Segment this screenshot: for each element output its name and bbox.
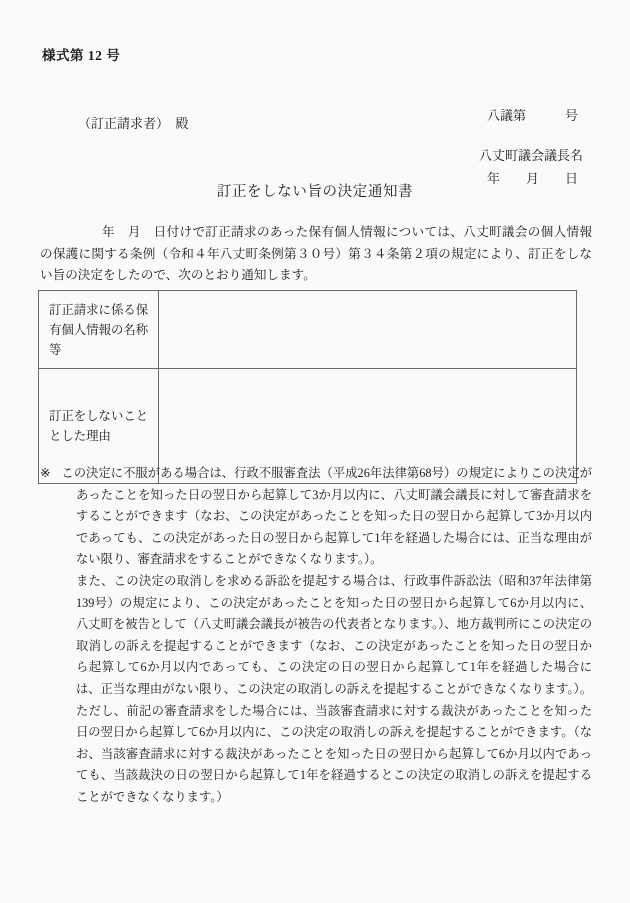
footnote-text-litigation: また、この決定の取消しを求める訴訟を提起する場合は、行政事件訴訟法（昭和37年法律第139号）の規定により、この決定があったことを知った日の翌日から起算して6か月以内に、八丈町を被告として（八丈町議会議長が被告の代表者となります。）、地方裁判所にこの決定の取消しの訴えを提起することができます（なお、この決定があったことを知った日の翌日から起算して6か月以内であっても、この決定の日の翌日から起算して1年を経過した場合には、正当な理由がない限り、この決定の取消しの訴えを提起することができなくなります。）。ただし、前記の審査請求をした場合には、当該審査請求に対する裁決があったことを知った日の翌日から起算して6か月以内に、この決定の取消しの訴えを提起することができます。（なお、当該審査請求に対する裁決があったことを知った日の翌日から起算して6か月以内であっても、当該裁決の日の翌日から起算して1年を経過するとこの決定の取消しの訴えを提起することができなくなります。） xyxy=(76,573,592,804)
issue-date-line: 年 月 日 xyxy=(486,171,578,186)
addressee-line: （訂正請求者） 殿 xyxy=(78,116,189,131)
footnote-block xyxy=(40,463,592,809)
form-number: 様式第 12 号 xyxy=(42,48,121,63)
decision-table xyxy=(38,290,577,484)
row-label-reason: 訂正をしないこととした理由 xyxy=(39,369,159,484)
page-title: 訂正をしない旨の決定通知書 xyxy=(216,184,414,200)
row-value-subject-information[interactable] xyxy=(159,291,577,369)
footnote-text-appeal: この決定に不服がある場合は、行政不服審査法（平成26年法律第68号）の規定によりこの決定があったことを知った日の翌日から起算して3か月以内に、八丈町議会議長に対して審査請求をすることができます（なお、この決定があったことを知った日の翌日から起算して3か月以内であっても、この決定があった日の翌日から起算して1年を経過した場合には、正当な理由がない限り、審査請求をすることができなくなります。）。 xyxy=(61,466,592,567)
issue-number-line: 八議第 号 xyxy=(486,108,578,123)
footnote-paragraph-litigation xyxy=(40,571,592,809)
footnote-marker: ※ xyxy=(40,466,51,480)
footnote-paragraph-appeal xyxy=(40,463,592,571)
intro-paragraph: 年 月 日付けで訂正請求のあった保有個人情報については、八丈町議会の個人情報の保護に関する条例（令和４年八丈町条例第３０号）第３４条第２項の規定により、訂正をしない旨の決定をしたので、次のとおり通知します。 xyxy=(40,225,592,282)
signer-name: 八丈町議会議長名 xyxy=(478,148,583,163)
row-label-subject-information: 訂正請求に係る保有個人情報の名称等 xyxy=(39,291,159,369)
table-row xyxy=(39,291,577,369)
